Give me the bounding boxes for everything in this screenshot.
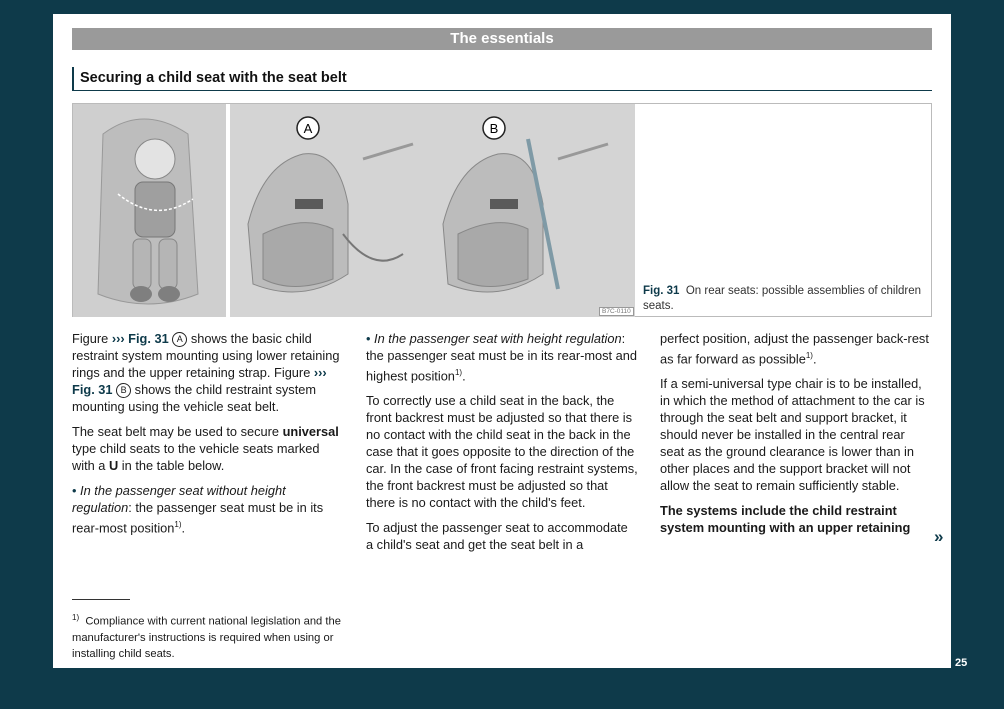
figure-caption: [643, 284, 923, 314]
text-column-2: [366, 330, 638, 561]
text-column-3: [660, 330, 932, 544]
footnote: $^{1)}$ Compliance with current national legislation and the manufacturer's instructions is required when using or installing child seats.: [72, 613, 341, 660]
figure-31: [72, 103, 932, 317]
text-column-1: [72, 330, 344, 544]
paragraph: To correctly use a child seat in the back, the front backrest must be adjusted so that there is no contact with the child seat in the back in the case that it goes opposite to the direction of the car. In the case of front facing restraint systems, the front backrest must be adjusted so that there is no contact with the child's feet.: [366, 393, 638, 511]
figure-code: B7C-0110: [599, 307, 634, 316]
figure-caption-text: On rear seats: possible assemblies of children seats.: [643, 285, 922, 312]
page-number: 25: [955, 657, 968, 669]
bullet-item: • In the passenger seat with height regulation: the passenger seat must be in its rear-most and highest position$^{1)}$.: [366, 331, 638, 384]
paragraph: The systems include the child restraint system mounting with an upper retaining: [660, 503, 911, 536]
paragraph: perfect position, adjust the passenger back-rest as far forward as possible$^{1)}$.: [660, 331, 929, 367]
child-seat-illustration: [73, 104, 635, 317]
manual-page: [53, 14, 951, 668]
label-a: A: [303, 121, 313, 136]
chapter-header: The essentials: [72, 28, 932, 50]
continued-icon: »: [934, 527, 944, 546]
footnote-divider: [72, 599, 130, 600]
figure-number: Fig. 31: [643, 285, 680, 297]
paragraph: If a semi-universal type chair is to be installed, in which the method of attachment to the car is through the seat belt and support bracket, it should never be installed in the central rear seat as the ground clearance is lower than in other places and the support bracket will not allow the seat to remain sufficiently stable.: [660, 376, 925, 494]
label-b: B: [489, 121, 499, 136]
figure-link[interactable]: ››› Fig. 31: [111, 331, 169, 346]
paragraph: Figure ››› Fig. 31 A shows the basic child restraint system mounting using lower retaining rings and the upper retaining strap. Figure ››› Fig. 31 B shows the child restraint system mounting using the vehicle seat belt.: [72, 331, 340, 414]
figure-link[interactable]: ››› Fig. 31: [72, 365, 327, 397]
section-title: Securing a child seat with the seat belt: [72, 67, 932, 91]
bullet-item: • In the passenger seat without height regulation: the passenger seat must be in its rear-most position$^{1)}$.: [72, 483, 324, 536]
paragraph: The seat belt may be used to secure universal type child seats to the vehicle seats marked with a U in the table below.: [72, 424, 339, 473]
child-in-seat-drawing: [73, 104, 226, 317]
paragraph: To adjust the passenger seat to accommodate a child's seat and get the seat belt in a: [366, 520, 628, 553]
